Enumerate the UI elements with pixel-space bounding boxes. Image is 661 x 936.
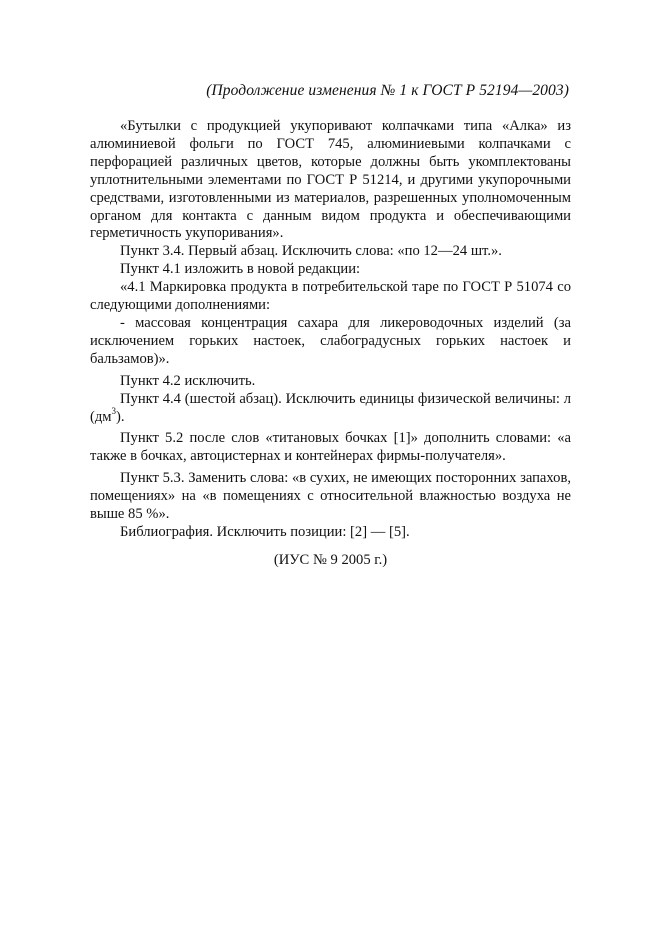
paragraph-item-4-1: Пункт 4.1 изложить в новой редакции:: [120, 261, 361, 278]
paragraph-item-5-2: Пункт 5.2 после слов «титановых бочках [1]» дополнить словами: «а также в бочках, автоцистернах и контейнерах фирмы-получателя».: [90, 430, 571, 465]
paragraph-bibliography: Библиография. Исключить позиции: [2] — [5].: [120, 523, 410, 540]
paragraph-item-5-3: Пункт 5.3. Заменить слова: «в сухих, не имеющих посторонних запахов, помещениях» на «в помещениях с относительной влажностью воздуха не выше 85 %».: [90, 470, 571, 523]
paragraph-marking: «4.1 Маркировка продукта в потребительской таре по ГОСТ Р 51074 со следующими дополнениями:: [90, 279, 571, 314]
ius-reference: (ИУС № 9 2005 г.): [273, 551, 388, 568]
item-4-4-end: ).: [116, 408, 125, 425]
paragraph-item-4-4: [90, 391, 571, 427]
document-body: [90, 118, 571, 570]
paragraph-item-3-4: Пункт 3.4. Первый абзац. Исключить слова: «по 12—24 шт.».: [120, 243, 502, 260]
paragraph-item-4-2: Пункт 4.2 исключить.: [120, 372, 256, 389]
paragraph-closures: «Бутылки с продукцией укупоривают колпачками типа «Алка» из алюминиевой фольги по ГОСТ 745, алюминиевыми колпачками с перфорацией различных цветов, которые должны быть укомплектованы уплотнительными элементами по ГОСТ Р 51214, и другими укупорочными средствами, изготовленными из материалов, разрешенных уполномоченным органом для контакта с данным видом продукта и обеспечивающими герметичность укупоривания».: [90, 118, 571, 242]
page-header: (Продолжение изменения № 1 к ГОСТ Р 52194—2003): [206, 82, 569, 99]
paragraph-sugar-concentration: - массовая концентрация сахара для ликероводочных изделий (за исключением горьких настоек, слабоградусных горьких настоек и бальзамов)».: [90, 314, 571, 367]
item-4-4-text: Пункт 4.4 (шестой абзац). Исключить единицы физической величины: л (дм: [90, 390, 571, 425]
superscript-3: 3: [111, 405, 117, 416]
